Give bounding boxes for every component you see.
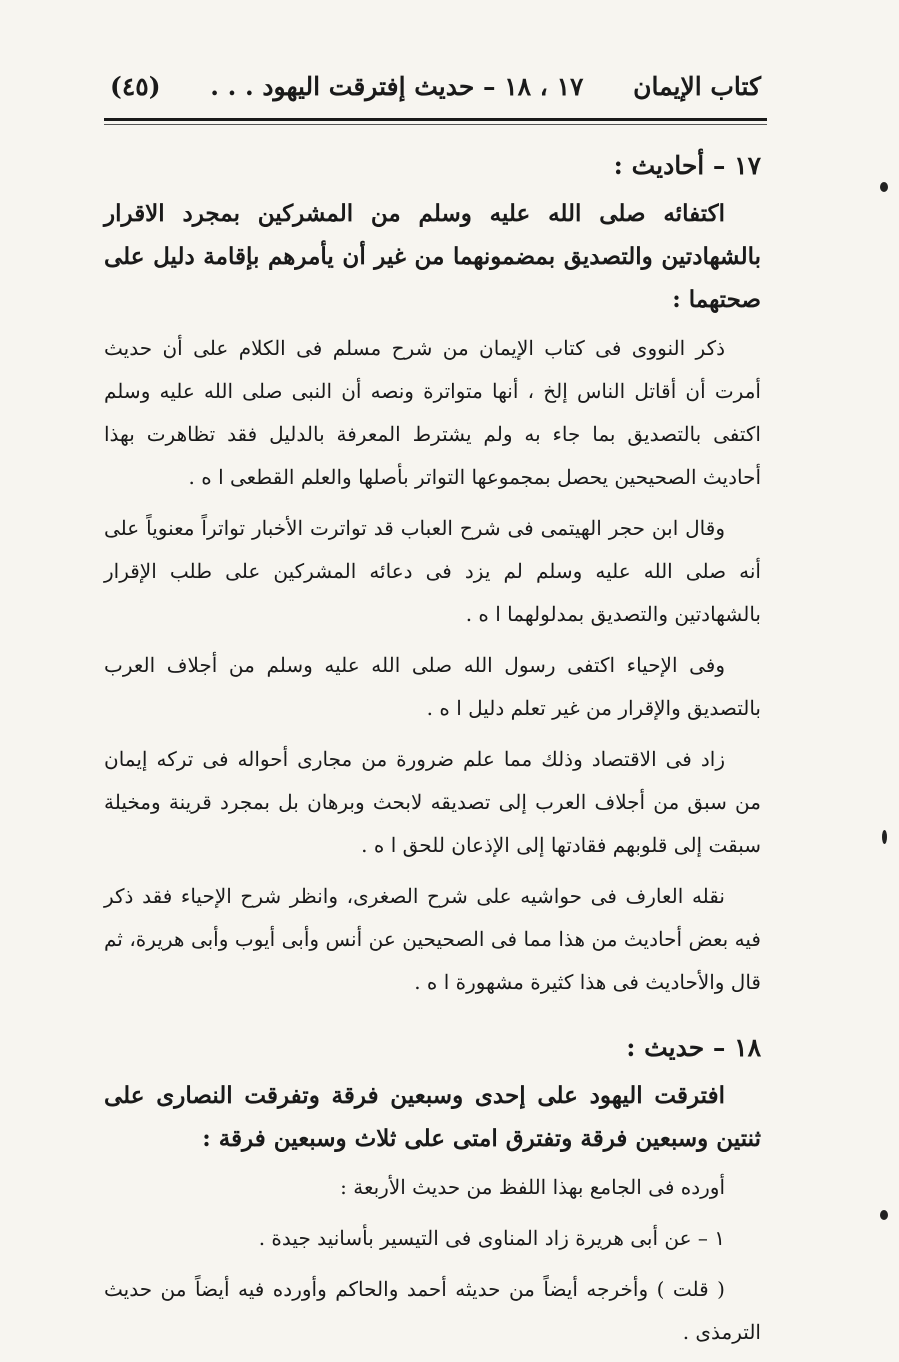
header-rule [104, 118, 767, 121]
paragraph: ذكر النووى فى كتاب الإيمان من شرح مسلم فى الكلام على أن حديث أمرت أن أقاتل الناس إلخ ، أنها متواترة ونصه أن النبى صلى الله عليه وسلم اكتفى بالتصديق بما جاء به ولم يشترط المعرفة بالدليل فقد تظاهرت بهذا أحاديث الصحيحين يحصل بمجموعها التواتر بأصلها والعلم القطعى ا ه . [104, 336, 761, 489]
section-17 [104, 144, 761, 1004]
section-18 [104, 1026, 761, 1354]
page-number: (٤٥) [110, 71, 161, 101]
paragraph: نقله العارف فى حواشيه على شرح الصغرى، وانظر شرح الإحياء فقد ذكر فيه بعض أحاديث من هذا مما فى الصحيحين عن أنس وأبى أيوب وأبى هريرة، ثم قال والأحاديث فى هذا كثيرة مشهورة ا ه . [104, 884, 761, 994]
paragraph: زاد فى الاقتصاد وذلك مما علم ضرورة من مجارى أحواله فى تركه إيمان من سبق من أجلاف العرب إلى تصديقه لابحث وبرهان بل بمجرد قرينة ومخيلة سبقت إلى قلوبهم فقادتها إلى الإذعان للحق ا ه . [104, 747, 761, 857]
paragraph: أورده فى الجامع بهذا اللفظ من حديث الأربعة : [340, 1175, 725, 1199]
main-text [104, 138, 761, 1362]
paragraph: وقال ابن حجر الهيتمى فى شرح العباب قد تواترت الأخبار تواتراً معنوياً على أنه صلى الله عليه وسلم لم يزد فى دعائه المشركين على طلب الإقرار بالشهادتين والتصديق بمدلولهما ا ه . [104, 516, 761, 626]
section-title: ١٧ ، ١٨ – حديث إفترقت اليهود . . . [210, 71, 584, 101]
binding-mark [880, 182, 888, 192]
book-title: كتاب الإيمان [633, 71, 761, 101]
section-heading: ١٧ – أحاديث : [613, 151, 761, 180]
header-rule-thin [104, 124, 767, 125]
running-header [110, 62, 761, 110]
paragraph: وفى الإحياء اكتفى رسول الله صلى الله عليه وسلم من أجلاف العرب بالتصديق والإقرار من غير تعلم دليل ا ه . [104, 653, 761, 720]
binding-mark [882, 830, 887, 844]
section-heading: ١٨ – حديث : [626, 1033, 761, 1062]
binding-mark [880, 1210, 888, 1220]
section-summary: اكتفائه صلى الله عليه وسلم من المشركين بمجرد الاقرار بالشهادتين والتصديق بمضمونهما من غير أن يأمرهم بإقامة دليل على صحتهما : [104, 200, 761, 313]
paragraph: ( قلت ) وأخرجه أيضاً من حديثه أحمد والحاكم وأورده فيه أيضاً من حديث الترمذى . [104, 1277, 761, 1344]
section-summary: افترقت اليهود على إحدى وسبعين فرقة وتفرقت النصارى على ثنتين وسبعين فرقة وتفترق امتى على ثلاث وسبعين فرقة : [104, 1082, 761, 1152]
paragraph: ١ – عن أبى هريرة زاد المناوى فى التيسير بأسانيد جيدة . [258, 1226, 725, 1250]
